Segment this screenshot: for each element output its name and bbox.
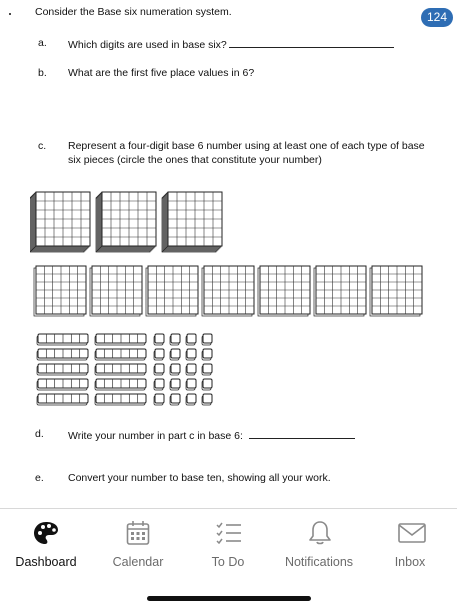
item-a-letter: a. <box>38 37 47 49</box>
unit-piece[interactable] <box>154 394 164 405</box>
unit-piece[interactable] <box>186 379 196 390</box>
item-c-text: Represent a four-digit base 6 number using at least one of each type of base six pieces (circle the ones that constitute your number) <box>68 140 425 166</box>
unit-piece[interactable] <box>170 364 180 375</box>
inbox-unread-badge: 124 <box>421 8 453 27</box>
tab-dashboard[interactable] <box>0 509 92 579</box>
unit-piece[interactable] <box>170 349 180 360</box>
base-six-pieces <box>30 184 450 409</box>
flat-piece[interactable] <box>370 266 422 316</box>
unit-piece[interactable] <box>186 364 196 375</box>
unit-piece[interactable] <box>202 364 212 375</box>
flat-piece[interactable] <box>314 266 366 316</box>
flat-piece[interactable] <box>258 266 310 316</box>
unit-piece[interactable] <box>170 394 180 405</box>
bell-icon <box>309 520 331 546</box>
unit-piece[interactable] <box>202 379 212 390</box>
flat-piece[interactable] <box>202 266 254 316</box>
item-b-text: What are the first five place values in 6? <box>68 67 255 79</box>
tab-notifications-label: Notifications <box>284 555 354 569</box>
item-e-letter: e. <box>35 472 44 484</box>
tab-calendar-label: Calendar <box>112 555 164 569</box>
unit-piece[interactable] <box>202 394 212 405</box>
bottom-tab-bar <box>0 508 457 608</box>
unit-piece[interactable] <box>154 379 164 390</box>
long-piece[interactable] <box>95 364 146 375</box>
unit-piece[interactable] <box>154 349 164 360</box>
cube-piece[interactable] <box>96 192 156 252</box>
unit-piece[interactable] <box>202 334 212 345</box>
tab-inbox-label: Inbox <box>394 555 426 569</box>
long-piece[interactable] <box>37 334 88 345</box>
palette-icon <box>33 521 59 545</box>
flat-piece[interactable] <box>90 266 142 316</box>
tab-dashboard-label: Dashboard <box>15 555 77 569</box>
item-d-answer-blank[interactable] <box>249 427 355 439</box>
envelope-icon <box>398 523 426 543</box>
long-piece[interactable] <box>95 334 146 345</box>
unit-piece[interactable] <box>186 394 196 405</box>
long-piece[interactable] <box>95 349 146 360</box>
unit-piece[interactable] <box>186 334 196 345</box>
item-b-letter: b. <box>38 67 47 79</box>
tab-todo-label: To Do <box>211 555 245 569</box>
long-piece[interactable] <box>37 379 88 390</box>
worksheet-title: Consider the Base six numeration system. <box>35 6 232 18</box>
tab-inbox[interactable] <box>367 509 457 579</box>
item-d-letter: d. <box>35 428 44 440</box>
item-a-text: Which digits are used in base six? <box>68 39 227 51</box>
long-piece[interactable] <box>37 394 88 405</box>
unit-piece[interactable] <box>170 334 180 345</box>
home-indicator <box>147 596 311 601</box>
item-c-letter: c. <box>38 140 47 152</box>
cube-piece[interactable] <box>30 192 90 252</box>
flat-piece[interactable] <box>34 266 86 316</box>
long-piece[interactable] <box>95 394 146 405</box>
tab-notifications[interactable] <box>272 509 367 579</box>
unit-piece[interactable] <box>170 379 180 390</box>
long-piece[interactable] <box>37 364 88 375</box>
item-d-question <box>68 427 355 443</box>
item-d-text: Write your number in part c in base 6: <box>68 430 243 442</box>
unit-piece[interactable] <box>154 334 164 345</box>
unit-piece[interactable] <box>154 364 164 375</box>
bullet-dot <box>9 13 11 15</box>
item-e-text: Convert your number to base ten, showing all your work. <box>68 472 331 484</box>
tab-calendar[interactable] <box>92 509 184 579</box>
item-a-question <box>68 36 394 52</box>
cube-piece[interactable] <box>162 192 222 252</box>
unit-piece[interactable] <box>186 349 196 360</box>
unit-piece[interactable] <box>202 349 212 360</box>
tab-todo[interactable] <box>184 509 272 579</box>
calendar-icon <box>126 520 150 546</box>
flat-piece[interactable] <box>146 266 198 316</box>
item-a-answer-blank[interactable] <box>229 36 394 48</box>
long-piece[interactable] <box>37 349 88 360</box>
checklist-icon <box>216 522 242 544</box>
long-piece[interactable] <box>95 379 146 390</box>
